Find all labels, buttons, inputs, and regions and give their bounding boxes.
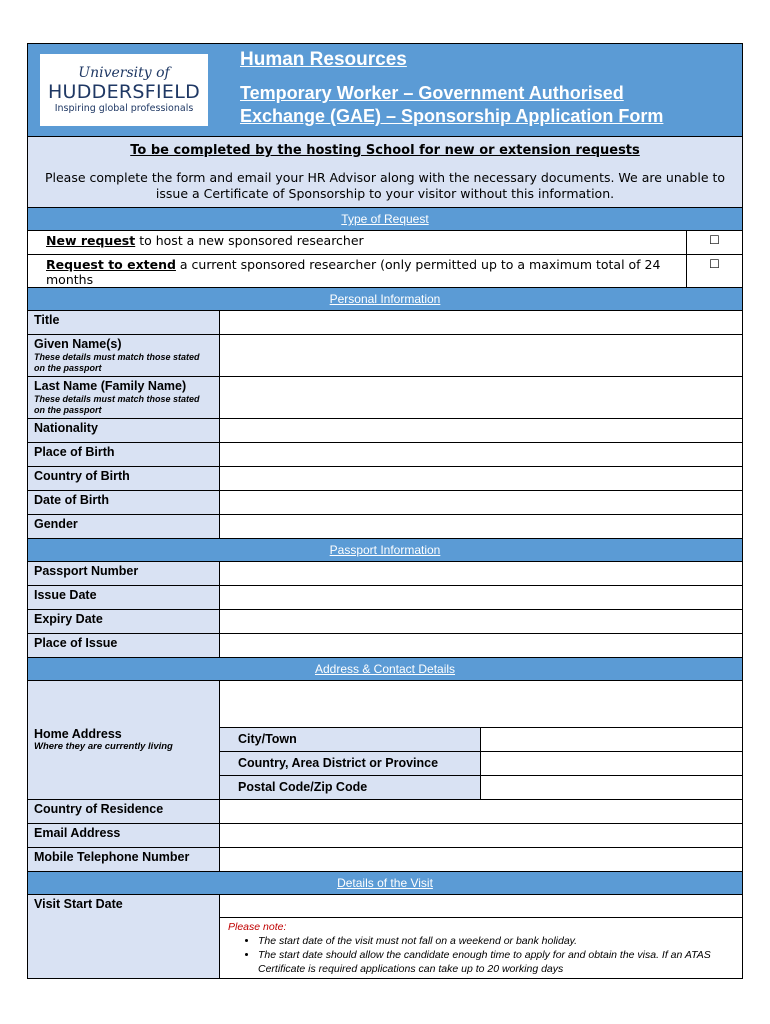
city-label: City/Town bbox=[220, 728, 481, 751]
new-request-desc: to host a new sponsored researcher bbox=[135, 233, 364, 248]
university-logo bbox=[40, 54, 208, 126]
mobile-row bbox=[28, 848, 742, 872]
region-label: Country, Area District or Province bbox=[220, 752, 481, 775]
visit-start-field[interactable] bbox=[220, 895, 742, 918]
passport-number-row bbox=[28, 562, 742, 586]
date-of-birth-label: Date of Birth bbox=[28, 491, 220, 514]
gender-label: Gender bbox=[28, 515, 220, 538]
personal-info-heading: Personal Information bbox=[28, 288, 742, 311]
home-address-note: Where they are currently living bbox=[34, 741, 173, 752]
country-of-birth-field[interactable] bbox=[220, 467, 742, 490]
last-name-row bbox=[28, 377, 742, 419]
last-name-note: These details must match those stated on the passport bbox=[34, 394, 200, 415]
title-row bbox=[28, 311, 742, 335]
home-address-field[interactable] bbox=[220, 681, 742, 728]
last-name-label-cell bbox=[28, 377, 220, 418]
title-cell bbox=[220, 44, 742, 136]
home-address-fields bbox=[220, 681, 742, 799]
place-of-issue-row bbox=[28, 634, 742, 658]
form-subtitle-line1: Temporary Worker – Government Authorised bbox=[240, 83, 624, 103]
intro-heading: To be completed by the hosting School for new or extension requests bbox=[130, 143, 640, 158]
logo-cell bbox=[28, 44, 220, 136]
new-request-row bbox=[28, 231, 742, 255]
home-address-block bbox=[28, 681, 742, 800]
place-of-issue-field[interactable] bbox=[220, 634, 742, 657]
extend-request-label: Request to extend bbox=[46, 257, 176, 272]
issue-date-label: Issue Date bbox=[28, 586, 220, 609]
home-address-label-cell bbox=[28, 681, 220, 799]
region-row bbox=[220, 752, 742, 776]
country-of-birth-label: Country of Birth bbox=[28, 467, 220, 490]
logo-line1: University of bbox=[78, 65, 170, 81]
visit-note-item: • The start date should allow the candidate enough time to apply for and obtain the visa. If an ATAS Certificate is required applications can take up to 20 working days bbox=[258, 948, 734, 976]
country-of-birth-row bbox=[28, 467, 742, 491]
place-of-birth-label: Place of Birth bbox=[28, 443, 220, 466]
email-field[interactable] bbox=[220, 824, 742, 847]
extend-request-row bbox=[28, 255, 742, 288]
country-of-residence-label: Country of Residence bbox=[28, 800, 220, 823]
extend-request-text bbox=[28, 255, 686, 287]
visit-note-list bbox=[228, 934, 734, 976]
last-name-field[interactable] bbox=[220, 377, 742, 418]
address-contact-heading: Address & Contact Details bbox=[28, 658, 742, 681]
expiry-date-field[interactable] bbox=[220, 610, 742, 633]
form-subtitle bbox=[240, 82, 742, 128]
gender-row bbox=[28, 515, 742, 539]
logo-line3: Inspiring global professionals bbox=[54, 103, 194, 114]
home-address-label: Home Address bbox=[34, 727, 122, 741]
title-label: Title bbox=[28, 311, 220, 334]
intro-text: Please complete the form and email your HR Advisor along with the necessary documents. We are unable to issue a Certificate of Sponsorship to your visitor without this information. bbox=[44, 170, 726, 201]
nationality-field[interactable] bbox=[220, 419, 742, 442]
title-field[interactable] bbox=[220, 311, 742, 334]
visit-details-heading: Details of the Visit bbox=[28, 872, 742, 895]
passport-number-label: Passport Number bbox=[28, 562, 220, 585]
mobile-label: Mobile Telephone Number bbox=[28, 848, 220, 871]
given-name-note: These details must match those stated on the passport bbox=[34, 352, 200, 373]
extend-request-desc: a current sponsored researcher (only permitted up to a maximum total of 24 months bbox=[46, 257, 661, 287]
postal-code-row bbox=[220, 776, 742, 799]
issue-date-row bbox=[28, 586, 742, 610]
region-field[interactable] bbox=[481, 752, 742, 775]
given-name-label-cell bbox=[28, 335, 220, 376]
logo-line2: HUDDERSFIELD bbox=[47, 81, 201, 103]
postal-code-label: Postal Code/Zip Code bbox=[220, 776, 481, 799]
form-subtitle-line2: Exchange (GAE) – Sponsorship Application Form bbox=[240, 106, 664, 126]
place-of-issue-label: Place of Issue bbox=[28, 634, 220, 657]
place-of-birth-row bbox=[28, 443, 742, 467]
date-of-birth-row bbox=[28, 491, 742, 515]
visit-start-label: Visit Start Date bbox=[28, 895, 220, 978]
mobile-field[interactable] bbox=[220, 848, 742, 871]
last-name-label: Last Name (Family Name) bbox=[34, 379, 187, 393]
postal-code-field[interactable] bbox=[481, 776, 742, 799]
extend-request-checkbox[interactable]: ☐ bbox=[686, 255, 742, 287]
city-field[interactable] bbox=[481, 728, 742, 751]
given-name-row bbox=[28, 335, 742, 377]
visit-note bbox=[220, 918, 742, 978]
country-of-residence-field[interactable] bbox=[220, 800, 742, 823]
page-title: Human Resources bbox=[240, 49, 407, 70]
passport-number-field[interactable] bbox=[220, 562, 742, 585]
expiry-date-label: Expiry Date bbox=[28, 610, 220, 633]
visit-start-row bbox=[28, 895, 742, 978]
new-request-label: New request bbox=[46, 233, 136, 248]
email-label: Email Address bbox=[28, 824, 220, 847]
country-of-residence-row bbox=[28, 800, 742, 824]
nationality-label: Nationality bbox=[28, 419, 220, 442]
form-header bbox=[28, 44, 742, 137]
new-request-checkbox[interactable]: ☐ bbox=[686, 231, 742, 254]
intro-section bbox=[28, 137, 742, 208]
date-of-birth-field[interactable] bbox=[220, 491, 742, 514]
passport-info-heading: Passport Information bbox=[28, 539, 742, 562]
sponsorship-form bbox=[27, 43, 743, 979]
nationality-row bbox=[28, 419, 742, 443]
city-row bbox=[220, 728, 742, 752]
visit-note-item: • The start date of the visit must not fall on a weekend or bank holiday. bbox=[258, 934, 734, 948]
given-name-label: Given Name(s) bbox=[34, 337, 122, 351]
given-name-field[interactable] bbox=[220, 335, 742, 376]
please-note-label: Please note: bbox=[228, 921, 287, 933]
expiry-date-row bbox=[28, 610, 742, 634]
new-request-text bbox=[28, 231, 686, 254]
issue-date-field[interactable] bbox=[220, 586, 742, 609]
type-of-request-heading: Type of Request bbox=[28, 208, 742, 231]
email-row bbox=[28, 824, 742, 848]
place-of-birth-field[interactable] bbox=[220, 443, 742, 466]
visit-start-cell bbox=[220, 895, 742, 978]
gender-field[interactable] bbox=[220, 515, 742, 538]
